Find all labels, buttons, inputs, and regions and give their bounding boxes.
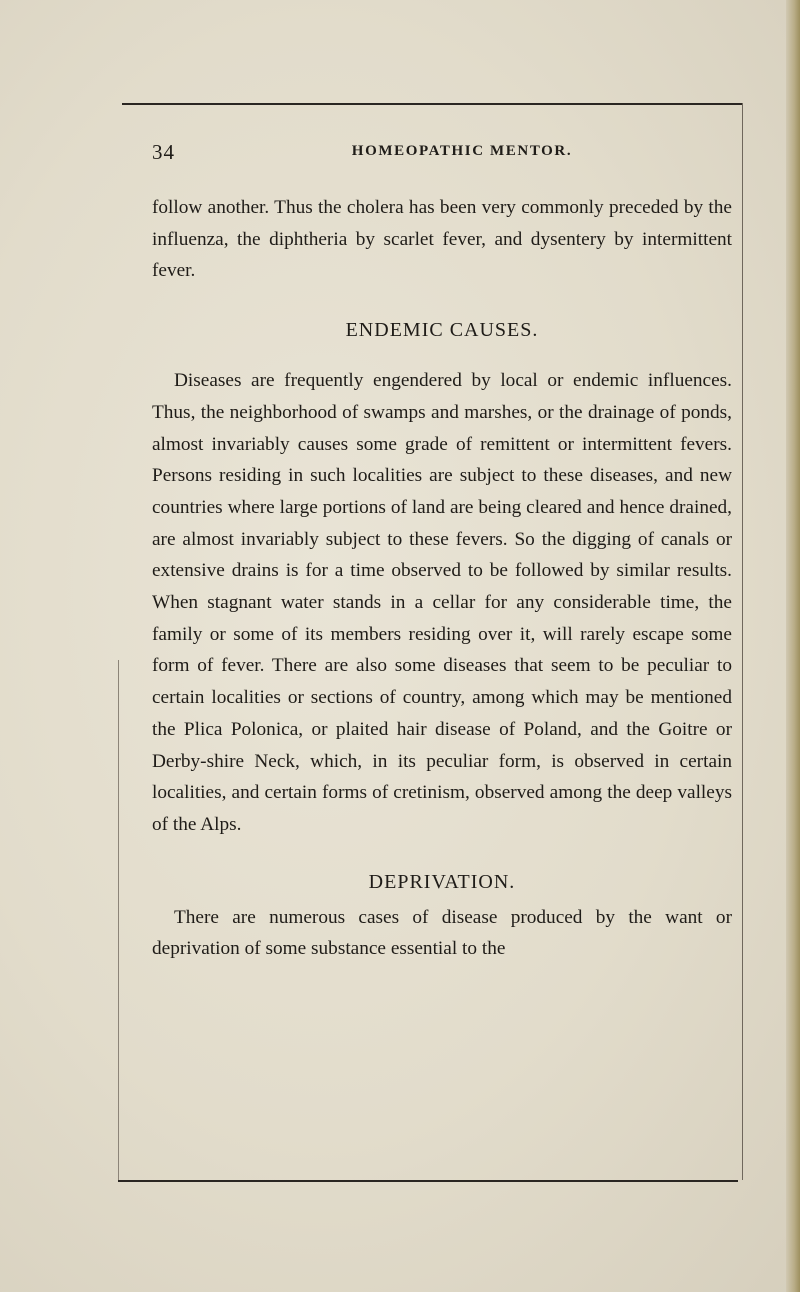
paragraph-intro: follow another. Thus the cholera has been very commonly preceded by the influenza, the diphtheria by scarlet fever, and dysentery by intermittent fever. bbox=[152, 197, 732, 282]
page-number: 34 bbox=[152, 140, 175, 164]
paragraph-deprivation: There are numerous cases of disease produced by the want or deprivation of some substance essential to the bbox=[152, 906, 732, 960]
running-title: HOMEOPATHIC MENTOR. bbox=[351, 143, 573, 159]
adjacent-page-edge bbox=[786, 0, 800, 1292]
frame-top-rule bbox=[122, 103, 742, 105]
book-page bbox=[152, 140, 732, 965]
paragraph-endemic-causes: Diseases are frequently engendered by local or endemic influences. Thus, the neighborhood of swamps and marshes, or the drainage of ponds, almost invariably causes some grade of remittent or intermittent fevers. Persons residing in such localities are subject to these diseases, and new countries where large portions of land are being cleared and hence drained, are almost invariably subject to these fevers. So the digging of canals or extensive drains is for a time observed to be followed by similar results. When stagnant water stands in a cellar for any considerable time, the family or some of its members residing over it, will rarely escape some form of fever. There are also some diseases that seem to be peculiar to certain localities or sections of country, among which may be mentioned the Plica Polonica, or plaited hair disease of Poland, and the Goitre or Derby-shire Neck, which, in its peculiar form, is observed in certain localities, and certain forms of cretinism, observed among the deep valleys of the Alps. bbox=[152, 370, 732, 835]
frame-right-rule bbox=[742, 103, 743, 1180]
frame-bottom-rule bbox=[118, 1180, 738, 1182]
frame-left-rule bbox=[118, 660, 119, 1180]
section-heading-deprivation: DEPRIVATION. bbox=[368, 870, 516, 893]
running-head bbox=[152, 140, 732, 172]
section-heading-endemic-causes: ENDEMIC CAUSES. bbox=[345, 319, 539, 342]
